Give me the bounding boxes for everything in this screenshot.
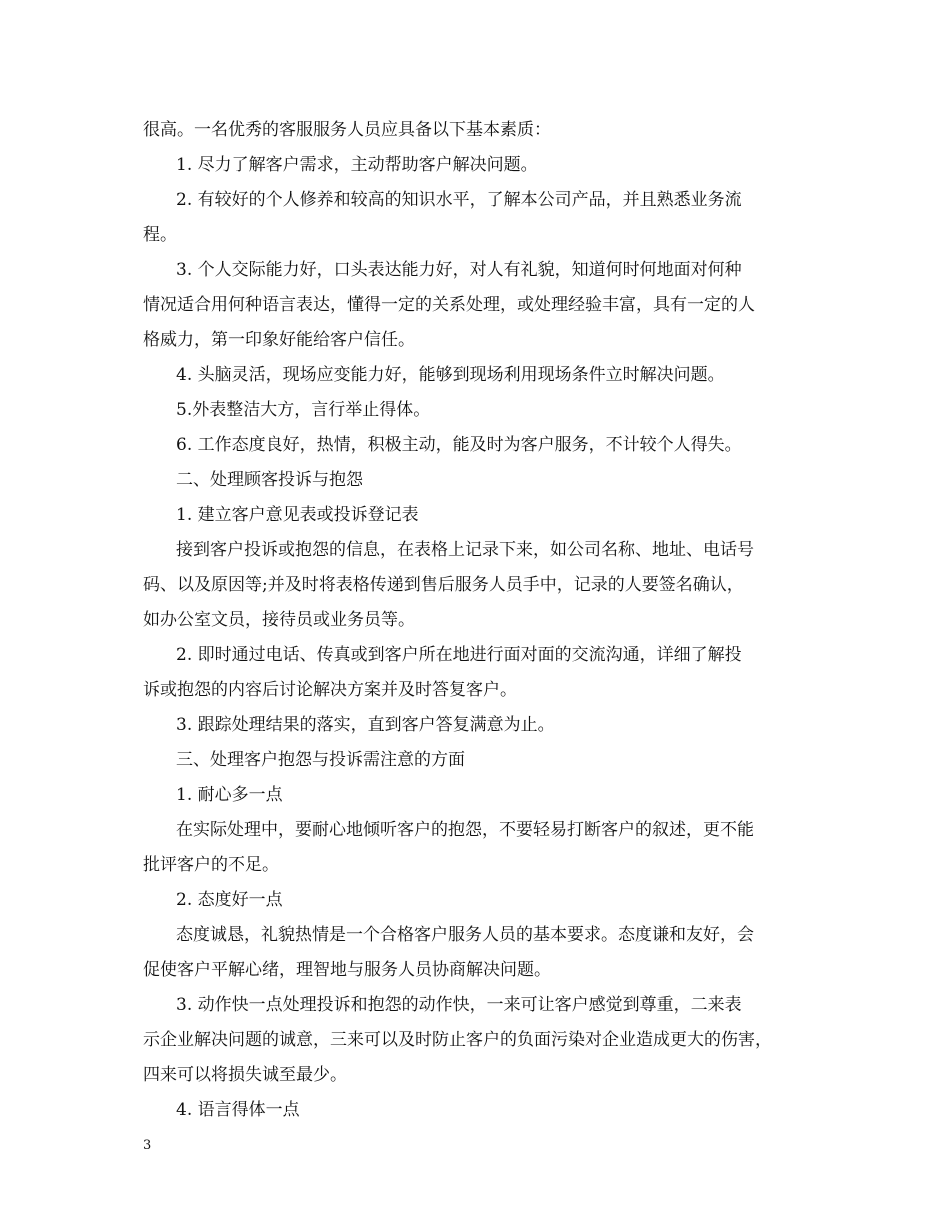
list-item-line: 3. 动作快一点处理投诉和抱怨的动作快，一来可让客户感觉到尊重，二来表 xyxy=(176,995,742,1015)
subsection-heading: 1. 建立客户意见表或投诉登记表 xyxy=(176,505,419,525)
list-item-line: 3. 跟踪处理结果的落实，直到客户答复满意为止。 xyxy=(176,715,555,735)
body-text-line: 在实际处理中，要耐心地倾听客户的抱怨，不要轻易打断客户的叙述，更不能 xyxy=(176,820,754,840)
body-text-line: 如办公室文员，接待员或业务员等。 xyxy=(143,610,415,630)
body-text-line: 批评客户的不足。 xyxy=(143,855,279,875)
body-text-line: 四来可以将损失诚至最少。 xyxy=(143,1065,347,1085)
list-item-line: 3. 个人交际能力好，口头表达能力好，对人有礼貌，知道何时何地面对何种 xyxy=(176,260,742,280)
section-heading: 三、处理客户抱怨与投诉需注意的方面 xyxy=(176,750,465,770)
section-heading: 二、处理顾客投诉与抱怨 xyxy=(176,470,363,490)
body-text-line: 促使客户平解心绪，理智地与服务人员协商解决问题。 xyxy=(143,960,551,980)
list-item-line: 6. 工作态度良好，热情，积极主动，能及时为客户服务，不计较个人得失。 xyxy=(176,435,742,455)
body-text-line: 码、以及原因等;并及时将表格传递到售后服务人员手中，记录的人要签名确认， xyxy=(143,575,744,595)
page-number: 3 xyxy=(143,1138,152,1153)
body-text-line: 接到客户投诉或抱怨的信息，在表格上记录下来，如公司名称、地址、电话号 xyxy=(176,540,754,560)
list-item-line: 4. 头脑灵活，现场应变能力好，能够到现场利用现场条件立时解决问题。 xyxy=(176,365,725,385)
body-text-line: 程。 xyxy=(143,225,177,245)
list-item-line: 1. 尽力了解客户需求，主动帮助客户解决问题。 xyxy=(176,155,538,175)
list-item-line: 2. 即时通过电话、传真或到客户所在地进行面对面的交流沟通，详细了解投 xyxy=(176,645,742,665)
body-text-line: 诉或抱怨的内容后讨论解决方案并及时答复客户。 xyxy=(143,680,517,700)
body-text-line: 情况适合用何种语言表达，懂得一定的关系处理，或处理经验丰富，具有一定的人 xyxy=(143,295,755,315)
list-item-line: 2. 有较好的个人修养和较高的知识水平，了解本公司产品，并且熟悉业务流 xyxy=(176,190,742,210)
body-text-line: 态度诚恳，礼貌热情是一个合格客户服务人员的基本要求。态度谦和友好，会 xyxy=(176,925,754,945)
list-item-line: 5.外表整洁大方，言行举止得体。 xyxy=(176,400,431,420)
subsection-heading: 2. 态度好一点 xyxy=(176,890,283,910)
subsection-heading: 1. 耐心多一点 xyxy=(176,785,283,805)
subsection-heading: 4. 语言得体一点 xyxy=(176,1100,300,1120)
body-text-line: 格威力，第一印象好能给客户信任。 xyxy=(143,330,415,350)
body-text-line: 示企业解决问题的诚意，三来可以及时防止客户的负面污染对企业造成更大的伤害， xyxy=(143,1030,772,1050)
body-text-line: 很高。一名优秀的客服服务人员应具备以下基本素质： xyxy=(143,120,551,140)
